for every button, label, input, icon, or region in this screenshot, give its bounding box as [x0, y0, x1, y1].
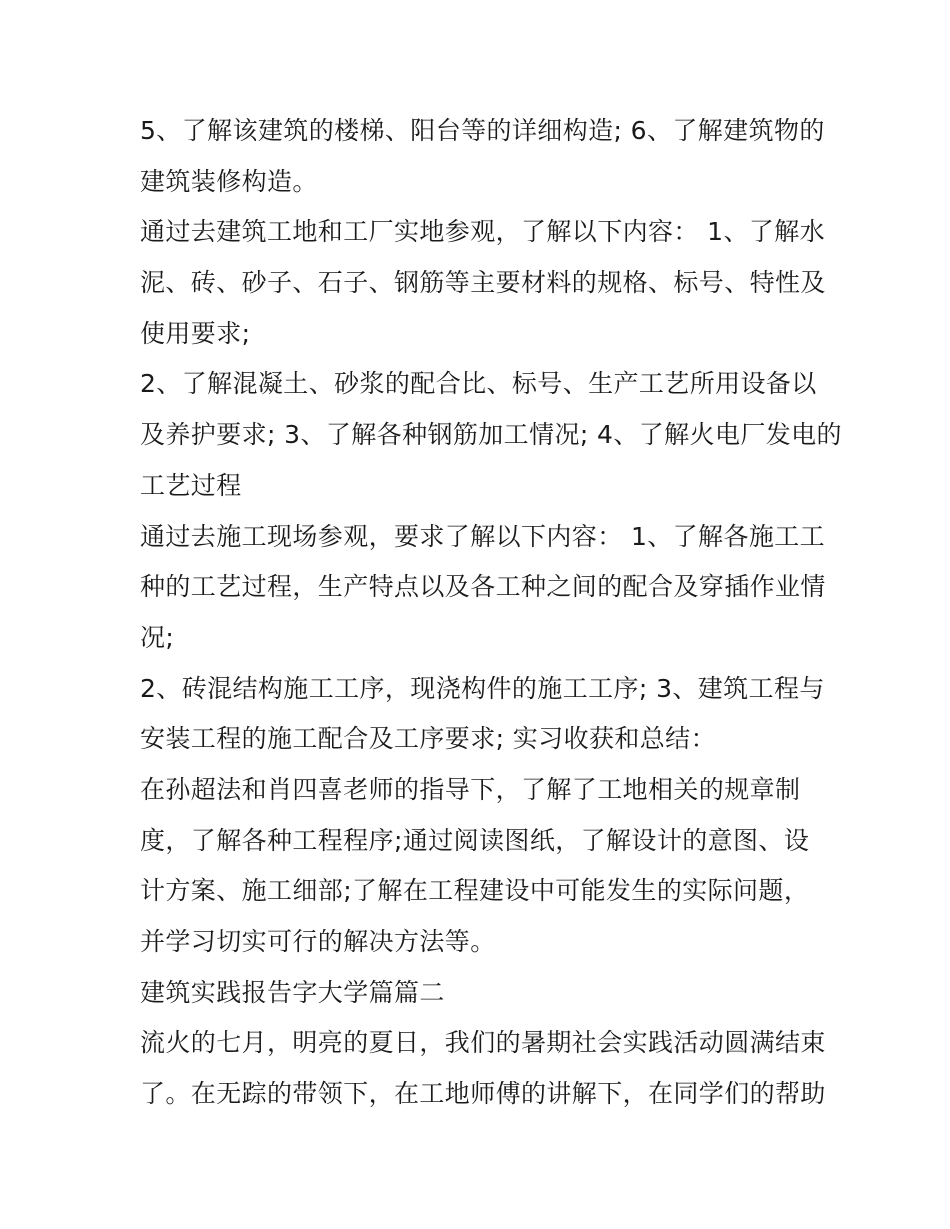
- text-line: 通过去建筑工地和工厂实地参观，了解以下内容： 1、了解水: [140, 217, 826, 247]
- text-line: 2、砖混结构施工工序，现浇构件的施工工序; 3、建筑工程与: [140, 673, 825, 703]
- text-line: 计方案、施工细部;了解在工程建设中可能发生的实际问题，: [140, 876, 810, 906]
- text-line: 况;: [140, 622, 175, 652]
- text-line: 种的工艺过程，生产特点以及各工种之间的配合及穿插作业情: [140, 572, 826, 602]
- text-line: 并学习切实可行的解决方法等。: [140, 927, 496, 956]
- text-line: 安装工程的施工配合及工序要求; 实习收获和总结：: [140, 724, 716, 754]
- text-line: 度，了解各种工程程序;通过阅读图纸，了解设计的意图、设: [140, 825, 810, 855]
- text-line: 通过去施工现场参观，要求了解以下内容： 1、了解各施工工: [140, 521, 826, 551]
- document-body: [140, 106, 842, 1120]
- text-line: 泥、砖、砂子、石子、钢筋等主要材料的规格、标号、特性及: [140, 268, 826, 298]
- text-line: 了。在无踪的带领下，在工地师傅的讲解下，在同学们的帮助: [140, 1079, 826, 1109]
- text-line: 及养护要求; 3、了解各种钢筋加工情况; 4、了解火电厂发电的: [140, 420, 842, 450]
- text-line: 5、了解该建筑的楼梯、阳台等的详细构造; 6、了解建筑物的: [140, 116, 825, 145]
- section-heading: 建筑实践报告字大学篇篇二: [140, 977, 445, 1007]
- text-line: 2、了解混凝土、砂浆的配合比、标号、生产工艺所用设备以: [140, 369, 817, 399]
- text-line: 在孙超法和肖四喜老师的指导下，了解了工地相关的规章制: [140, 774, 801, 804]
- text-line: 工艺过程: [140, 470, 242, 500]
- text-line: 使用要求;: [140, 318, 251, 348]
- text-line: 建筑装修构造。: [140, 166, 318, 196]
- text-line: 流火的七月，明亮的夏日，我们的暑期社会实践活动圆满结束: [140, 1028, 826, 1058]
